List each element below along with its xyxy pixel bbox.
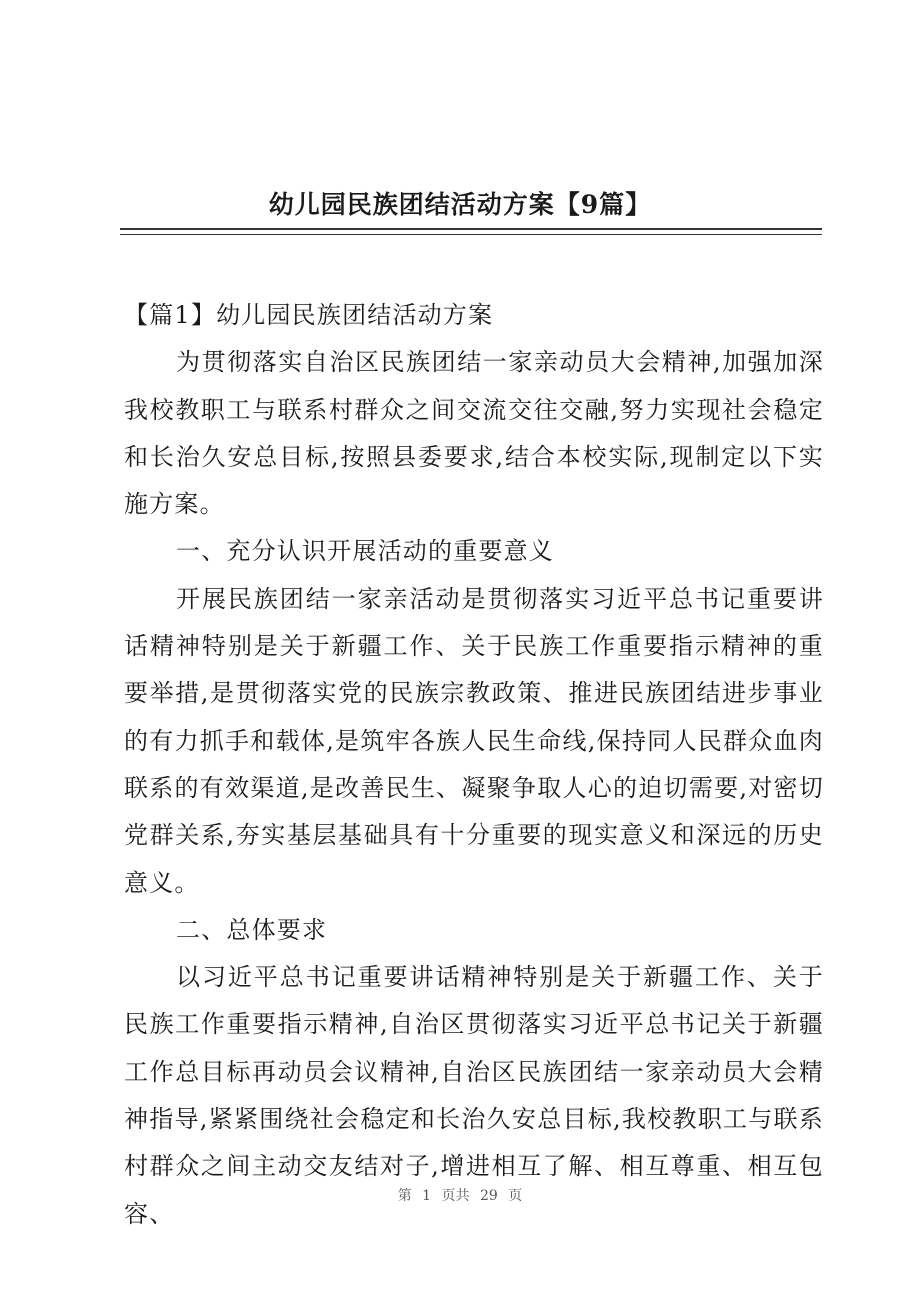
- page-label-suffix: 页: [508, 1188, 523, 1204]
- paragraph: 为贯彻落实自治区民族团结一家亲动员大会精神,加强加深我校教职工与联系村群众之间交流交往交融,努力实现社会稳定和长治久安总目标,按照县委要求,结合本校实际,现制定以下实施方案。: [124, 348, 824, 519]
- document-title: 幼儿园民族团结活动方案【9篇】: [268, 190, 652, 219]
- total-pages-number: 29: [480, 1188, 498, 1204]
- document-body: [124, 292, 824, 1238]
- paragraph: 开展民族团结一家亲活动是贯彻落实习近平总书记重要讲话精神特别是关于新疆工作、关于民族工作重要指示精神的重要举措,是贯彻落实党的民族宗教政策、推进民族团结进步事业的有力抓手和载体,是筑牢各族人民生命线,保持同人民群众血肉联系的有效渠道,是改善民生、凝聚争取人心的迫切需要,对密切党群关系,夯实基层基础具有十分重要的现实意义和深远的历史意义。: [124, 584, 824, 897]
- section-heading: 二、总体要求: [176, 915, 328, 944]
- section-heading: 【篇1】幼儿园民族团结活动方案: [124, 301, 494, 329]
- current-page-number: 1: [422, 1188, 432, 1204]
- page-footer: [0, 1186, 920, 1206]
- paragraph: 以习近平总书记重要讲话精神特别是关于新疆工作、关于民族工作重要指示精神,自治区贯彻落实习近平总书记关于新疆工作总目标再动员会议精神,自治区民族团结一家亲动员大会精神指导,紧紧围绕社会稳定和长治久安总目标,我校教职工与联系村群众之间主动交友结对子,增进相互了解、相互尊重、相互包容、: [124, 963, 824, 1228]
- title-underline-thin: [120, 234, 822, 235]
- page-label-mid: 页共: [441, 1188, 470, 1204]
- page-label-prefix: 第: [397, 1188, 412, 1204]
- title-underline-thick: [120, 228, 822, 230]
- section-heading: 一、充分认识开展活动的重要意义: [176, 537, 554, 566]
